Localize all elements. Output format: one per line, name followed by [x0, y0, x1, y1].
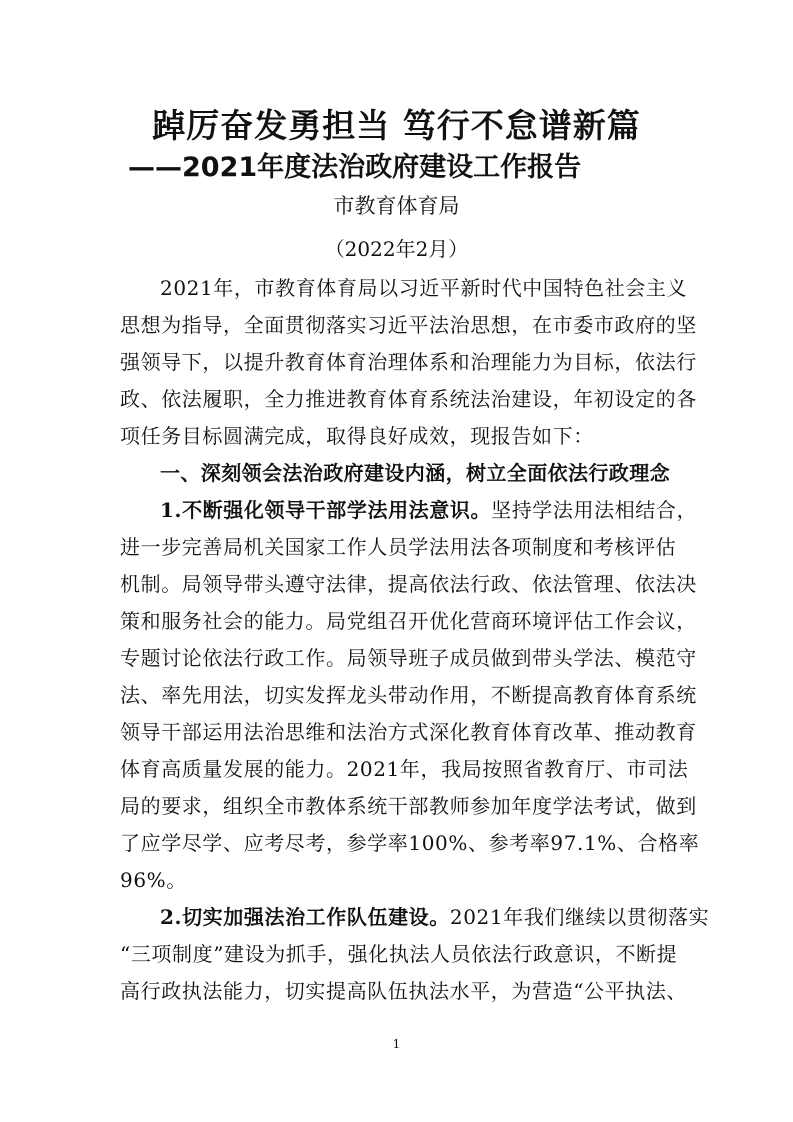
body-line-4: 政、依法履职，全力推进教育体育系统法治建设，年初设定的各 — [120, 387, 697, 411]
paragraph-1-line-5: 专题讨论依法行政工作。局领导班子成员做到带头学法、模范守 — [120, 646, 697, 670]
paragraph-2-line-1-text: 2021年我们继续以贯彻落实 — [449, 905, 710, 929]
document-title: 踔厉奋发勇担当 笃行不怠谱新篇 — [152, 106, 641, 145]
paragraph-1-line-3: 机制。局领导带头遵守法律，提高依法行政、依法管理、依法决 — [120, 572, 697, 596]
paragraph-1-line-7: 领导干部运用法治思维和法治方式深化教育体育改革、推动教育 — [120, 720, 697, 744]
subheading-1: 1.不断强化领导干部学法用法意识。 — [160, 498, 492, 522]
page-number: 1 — [392, 1037, 401, 1051]
paragraph-1-line-9: 局的要求，组织全市教体系统干部教师参加年度学法考试，做到 — [120, 794, 697, 818]
paragraph-2-line-3: 高行政执法能力，切实提高队伍执法水平，为营造“公平执法、 — [120, 979, 688, 1003]
paragraph-1-line-4: 策和服务社会的能力。局党组召开优化营商环境评估工作会议， — [120, 609, 697, 633]
document-subtitle: ——2021年度法治政府建设工作报告 — [128, 152, 582, 183]
paragraph-1-line-1-text: 坚持学法用法相结合， — [491, 498, 698, 522]
paragraph-2-line-2: “三项制度”建设为抓手，强化执法人员依法行政意识，不断提 — [120, 942, 678, 966]
body-line-5: 项任务目标圆满完成，取得良好成效，现报告如下： — [120, 424, 594, 448]
body-line-1: 2021年，市教育体育局以习近平新时代中国特色社会主义 — [160, 276, 688, 300]
subheading-2: 2.切实加强法治工作队伍建设。 — [160, 905, 450, 929]
paragraph-2-line-1 — [160, 899, 710, 935]
report-date: （2022年2月） — [324, 237, 469, 261]
paragraph-1-line-1 — [160, 492, 698, 528]
author-department: 市教育体育局 — [333, 194, 460, 218]
paragraph-1-line-10: 了应学尽学、应考尽考，参学率100%、参考率97.1%、合格率 — [120, 831, 700, 855]
body-line-3: 强领导下，以提升教育体育治理体系和治理能力为目标，依法行 — [120, 350, 697, 374]
paragraph-1-line-11: 96%。 — [120, 868, 187, 892]
paragraph-1-line-8: 体育高质量发展的能力。2021年，我局按照省教育厅、市司法 — [120, 757, 689, 781]
body-line-2: 思想为指导，全面贯彻落实习近平法治思想，在市委市政府的坚 — [120, 313, 697, 337]
section-heading-1: 一、深刻领会法治政府建设内涵，树立全面依法行政理念 — [160, 461, 670, 485]
paragraph-1-line-2: 进一步完善局机关国家工作人员学法用法各项制度和考核评估 — [120, 535, 677, 559]
paragraph-1-line-6: 法、率先用法，切实发挥龙头带动作用，不断提高教育体育系统 — [120, 683, 697, 707]
